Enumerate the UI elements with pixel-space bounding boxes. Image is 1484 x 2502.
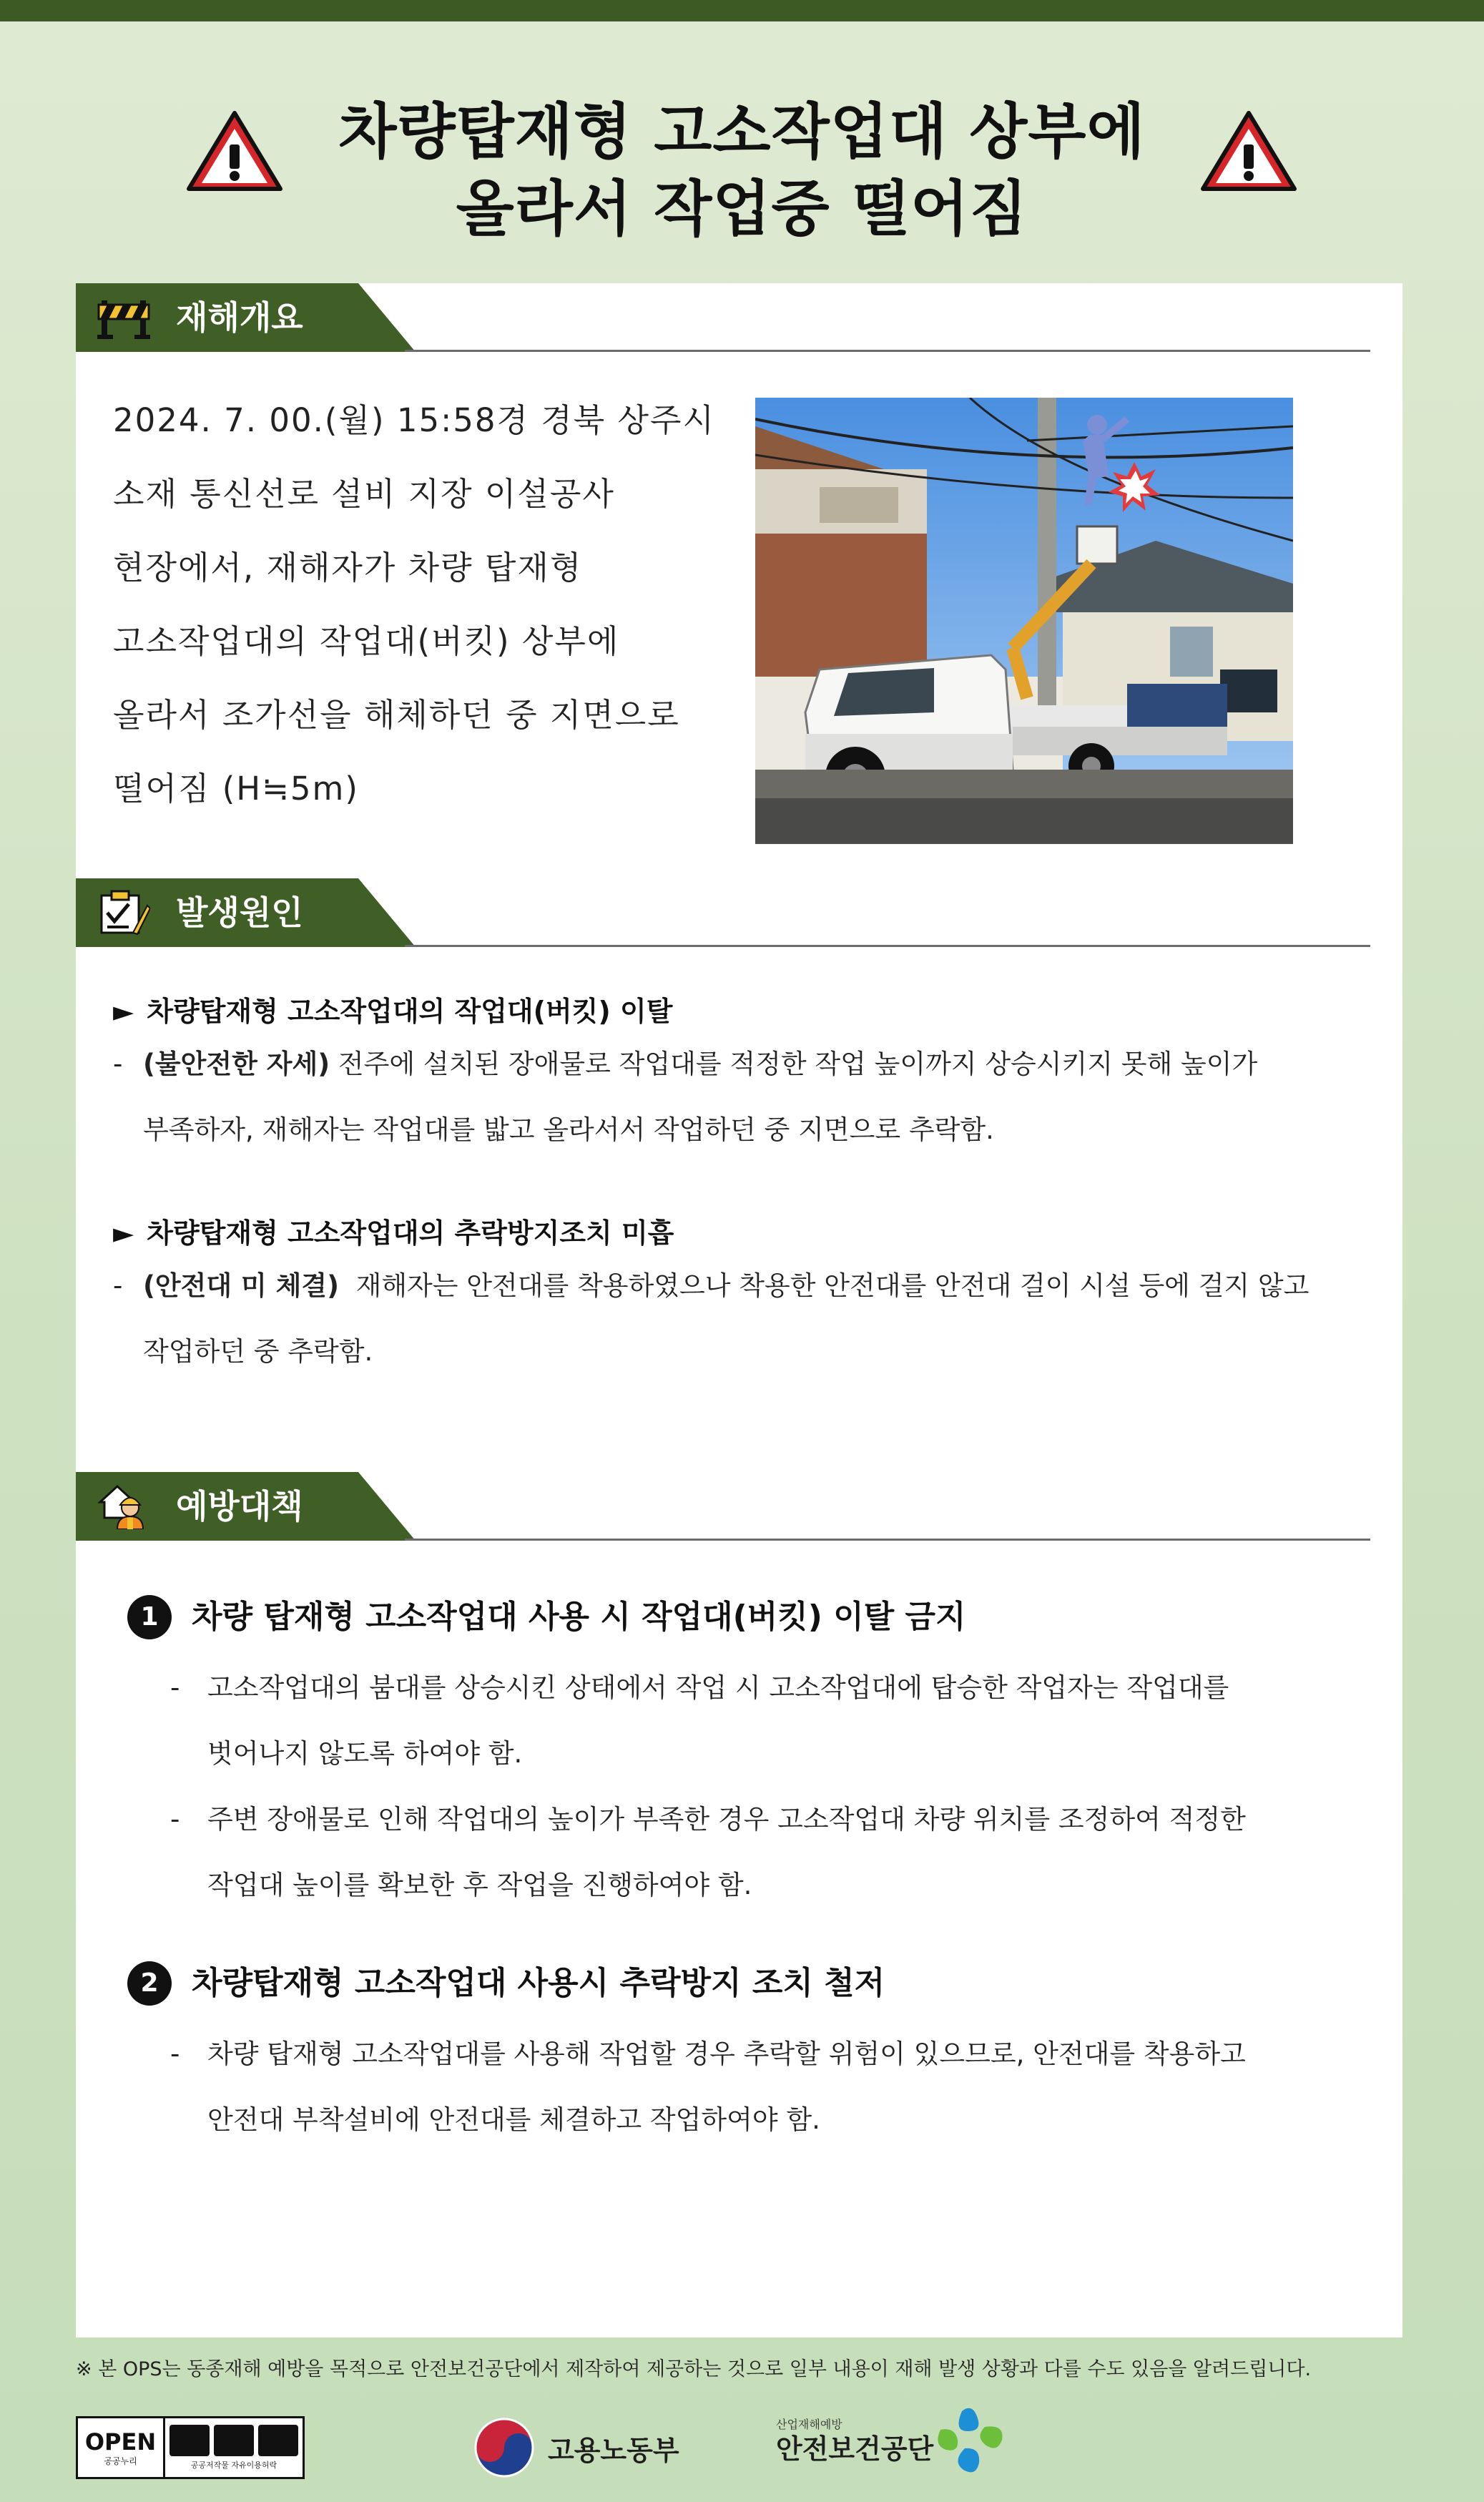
prevention-detail-text: 고소작업대의 붐대를 상승시킨 상태에서 작업 시 고소작업대에 탑승한 작업자는 작업대를: [207, 1672, 1229, 1703]
open-license-text: 공공저작물 자유이용허락: [190, 2461, 277, 2470]
prevention-detail-line: 안전대 부착설비에 안전대를 체결하고 작업하여야 함.: [207, 2104, 820, 2135]
overview-line: 2024. 7. 00.(월) 15:58경 경북 상주시: [113, 401, 715, 439]
page-title: [0, 93, 1484, 247]
no-derivatives-icon: [258, 2425, 298, 2456]
section-divider: [405, 945, 1370, 947]
overview-text: [113, 383, 757, 825]
overview-line: 고소작업대의 작업대(버킷) 상부에: [113, 622, 620, 660]
footnote: ※ 본 OPS는 동종재해 예방을 목적으로 안전보건공단에서 제작하여 제공하는 것으로 일부 내용이 재해 발생 상황과 다를 수도 있음을 알려드립니다.: [76, 2358, 1312, 2380]
prevention-item: [127, 1592, 1357, 1918]
open-label: OPEN: [84, 2428, 157, 2456]
agency-name: 안전보건공단: [776, 2433, 934, 2465]
cause-detail-line: 부족하자, 재해자는 작업대를 밟고 올라서서 작업하던 중 지면으로 추락함.: [143, 1114, 994, 1145]
prevention-item-heading: [127, 1592, 1357, 1642]
cause-item-title: 차량탑재형 고소작업대의 추락방지조치 미흡: [147, 1217, 674, 1249]
prevention-item-title: 차량 탑재형 고소작업대 사용 시 작업대(버킷) 이탈 금지: [192, 1599, 966, 1635]
open-license-icons: [165, 2418, 303, 2477]
prevention-item-heading: [127, 1958, 1357, 2008]
cause-detail-text: 재해자는 안전대를 착용하였으나 착용한 안전대를 안전대 걸이 시설 등에 걸지 않고: [355, 1270, 1309, 1301]
cause-detail-line: [113, 1031, 1400, 1097]
open-sub-label: 공공누리: [104, 2456, 137, 2466]
cause-tag: (안전대 미 체결): [143, 1270, 340, 1301]
prevention-item-title: 차량탑재형 고소작업대 사용시 추락방지 조치 철저: [192, 1965, 885, 2001]
ministry-name: 고용노동부: [548, 2434, 679, 2466]
prevention-detail-line: 작업대 높이를 확보한 후 작업을 진행하여야 함.: [207, 1870, 752, 1900]
section-header-prevention: [76, 1472, 1402, 1541]
overview-line: 떨어짐 (H≒5m): [113, 770, 359, 808]
prevention-detail-line: 벗어나지 않도록 하여야 함.: [207, 1738, 523, 1769]
top-bar: [0, 0, 1484, 21]
ministry-logo[interactable]: [472, 2415, 679, 2481]
cause-item-heading: [113, 1213, 1400, 1253]
cause-detail-line: 작업하던 중 추락함.: [143, 1336, 373, 1367]
taegeuk-icon: [472, 2415, 536, 2480]
overview-line: 올라서 조가선을 해체하던 중 지면으로: [113, 696, 680, 734]
open-logo: [78, 2418, 165, 2477]
prevention-detail-line: [127, 1655, 1357, 1721]
title-line-1: 차량탑재형 고소작업대 상부에: [338, 97, 1146, 167]
clipboard-icon: [97, 890, 150, 936]
dash-bullet: -: [113, 1270, 123, 1301]
section-header-overview: [76, 283, 1402, 352]
content-card: [76, 283, 1402, 2337]
prevention-item: [127, 1958, 1357, 2153]
dash-bullet: -: [113, 1049, 123, 1079]
section-title-cause: 발생원인: [176, 893, 303, 932]
agency-logo[interactable]: [776, 2402, 1012, 2481]
dash-bullet: -: [170, 2039, 180, 2069]
worker-icon: [97, 1483, 150, 1529]
cause-detail-line: [113, 1253, 1400, 1319]
arrow-icon: ►: [113, 1217, 134, 1249]
open-license-badge[interactable]: [76, 2416, 305, 2479]
dash-bullet: -: [170, 1672, 180, 1703]
arrow-icon: ►: [113, 996, 134, 1027]
cause-tag: (불안전한 자세): [143, 1049, 330, 1079]
cause-item: [113, 1213, 1400, 1385]
section-divider: [405, 1539, 1370, 1541]
section-divider: [405, 350, 1370, 352]
overview-line: 소재 통신선로 설비 지장 이설공사: [113, 475, 615, 513]
section-title-prevention: 예방대책: [176, 1487, 303, 1526]
kosha-cross-icon: [933, 2405, 1012, 2477]
agency-text: [776, 2417, 933, 2466]
prevention-detail-text: 주변 장애물로 인해 작업대의 높이가 부족한 경우 고소작업대 차량 위치를 조정하여 적정한: [207, 1804, 1246, 1835]
section-title-overview: 재해개요: [176, 298, 303, 337]
number-badge: 1: [127, 1595, 172, 1639]
prevention-detail-line: [127, 1787, 1357, 1853]
number-badge: 2: [127, 1961, 172, 2006]
accident-scene-photo: [755, 398, 1293, 844]
cause-item: [113, 991, 1400, 1163]
non-commercial-icon: [214, 2425, 254, 2456]
section-header-cause: [76, 878, 1402, 947]
overview-line: 현장에서, 재해자가 차량 탑재형: [113, 549, 583, 587]
cause-detail-text: 전주에 설치된 장애물로 작업대를 적정한 작업 높이까지 상승시키지 못해 높이가: [338, 1049, 1258, 1079]
title-line-2: 올라서 작업중 떨어짐: [456, 174, 1028, 244]
prevention-detail-text: 차량 탑재형 고소작업대를 사용해 작업할 경우 추락할 위험이 있으므로, 안전대를 착용하고: [207, 2039, 1246, 2069]
prevention-detail-line: [127, 2021, 1357, 2087]
barrier-icon: [97, 295, 150, 340]
dash-bullet: -: [170, 1804, 180, 1835]
cause-item-title: 차량탑재형 고소작업대의 작업대(버킷) 이탈: [147, 996, 673, 1027]
agency-tagline: 산업재해예방: [776, 2418, 842, 2431]
cause-item-heading: [113, 991, 1400, 1031]
attribution-icon: [169, 2425, 210, 2456]
